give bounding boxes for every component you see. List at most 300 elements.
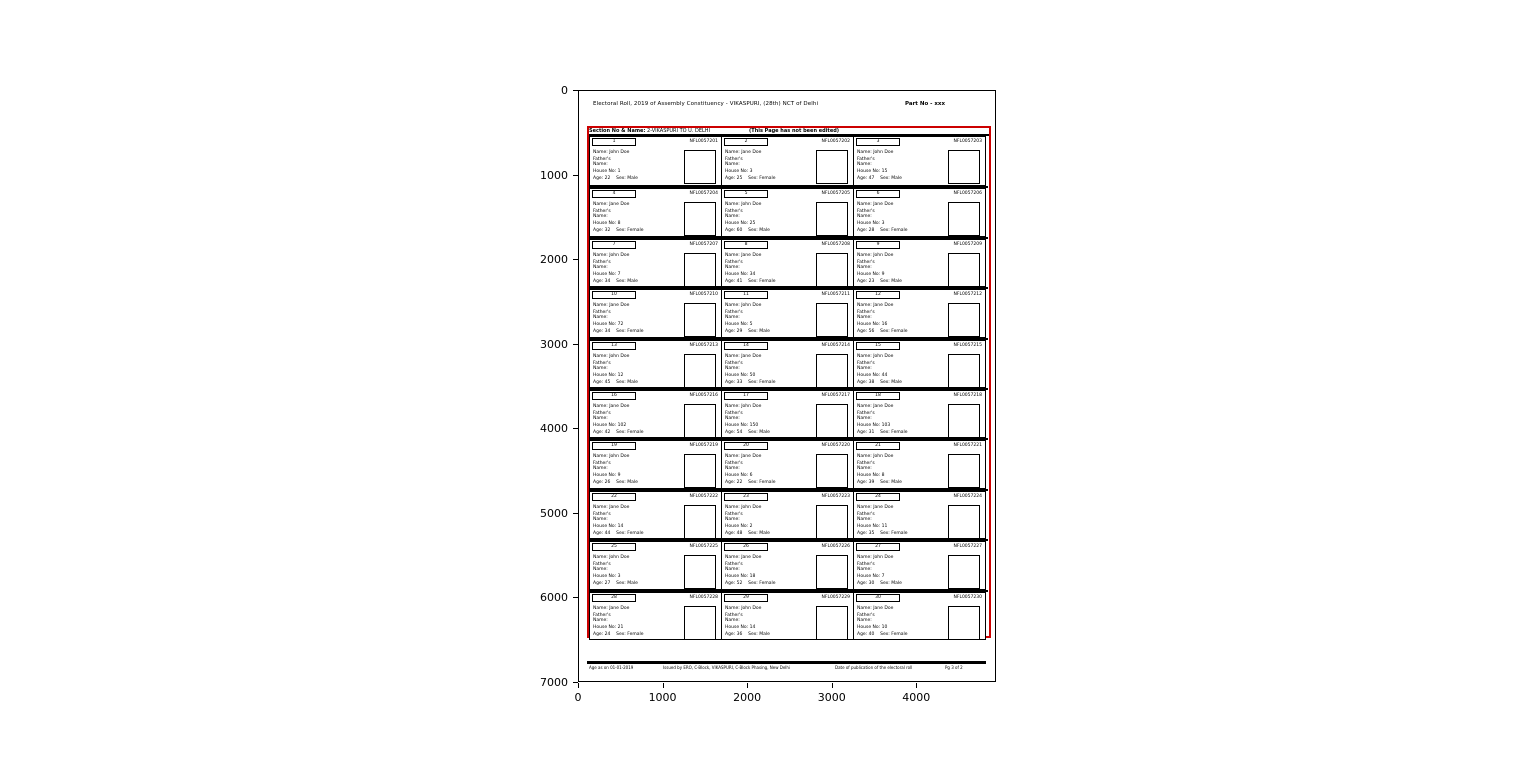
epic-number: NFL0057217 <box>821 392 850 398</box>
serial-number-box: 4 <box>592 190 636 198</box>
father-label-line2: Name: <box>593 516 608 522</box>
footer-divider <box>587 661 986 664</box>
photo-box <box>684 253 716 287</box>
serial-number-box: 21 <box>856 442 900 450</box>
age-sex: Age: 60 Sex: Male <box>725 228 770 234</box>
voter-name: Name: John Doe <box>857 252 894 258</box>
father-label-line1: Father's <box>857 360 875 366</box>
serial-number-box: 28 <box>592 594 636 602</box>
age-sex: Age: 22 Sex: Female <box>725 480 776 486</box>
father-label-line1: Father's <box>725 157 743 162</box>
serial-number-box: 27 <box>856 543 900 551</box>
voter-card <box>853 440 986 488</box>
serial-number-box: 22 <box>592 493 636 501</box>
card-row <box>589 287 988 337</box>
serial-number-box: 23 <box>724 493 768 501</box>
photo-box <box>948 202 980 236</box>
father-label-line2: Name: <box>593 567 608 573</box>
father-label-line2: Name: <box>725 466 740 472</box>
epic-number: NFL0057230 <box>953 594 982 600</box>
voter-name: Name: Jane Doe <box>593 504 630 510</box>
father-label-line1: Father's <box>725 562 743 568</box>
voter-card <box>853 340 986 388</box>
house-number: House No: 7 <box>593 271 621 277</box>
father-label-line1: Father's <box>857 410 875 416</box>
photo-box <box>684 454 716 488</box>
epic-number: NFL0057225 <box>689 544 718 550</box>
voter-card <box>589 136 722 186</box>
father-label-line1: Father's <box>725 360 743 366</box>
photo-box <box>816 253 848 287</box>
father-label-line2: Name: <box>725 264 740 270</box>
serial-number-box: 19 <box>592 442 636 450</box>
footer-age-note: Age as on 01-01-2019 <box>589 665 634 670</box>
house-number: House No: 12 <box>593 372 624 378</box>
card-row <box>589 539 988 589</box>
house-number: House No: 16 <box>857 322 888 328</box>
age-sex: Age: 31 Sex: Female <box>857 429 908 435</box>
house-number: House No: 10 <box>857 624 888 630</box>
y-tick-label: 3000 <box>540 337 568 351</box>
father-label-line1: Father's <box>857 310 875 316</box>
house-number: House No: 3 <box>857 221 885 227</box>
voter-card <box>853 491 986 539</box>
photo-box <box>948 505 980 539</box>
voter-name: Name: Jane Doe <box>857 504 894 510</box>
x-tick-mark <box>832 683 833 688</box>
age-sex: Age: 30 Sex: Male <box>857 581 902 587</box>
serial-number-box: 11 <box>724 291 768 299</box>
voter-name: Name: John Doe <box>857 555 894 561</box>
voter-card <box>721 390 854 438</box>
serial-number-box: 18 <box>856 392 900 400</box>
x-tick-mark <box>916 683 917 688</box>
voter-card <box>589 340 722 388</box>
father-label-line1: Father's <box>725 461 743 467</box>
photo-box <box>684 150 716 184</box>
house-number: House No: 1 <box>593 169 621 174</box>
x-tick-mark <box>747 683 748 688</box>
father-label-line1: Father's <box>725 259 743 265</box>
age-sex: Age: 41 Sex: Female <box>725 278 776 284</box>
age-sex: Age: 22 Sex: Male <box>593 176 638 181</box>
age-sex: Age: 23 Sex: Male <box>857 278 902 284</box>
epic-number: NFL0057228 <box>689 594 718 600</box>
voter-name: Name: Jane Doe <box>725 454 762 460</box>
house-number: House No: 11 <box>857 523 888 529</box>
father-label-line1: Father's <box>593 511 611 517</box>
epic-number: NFL0057229 <box>821 594 850 600</box>
card-row <box>589 186 988 236</box>
highlight-red-rectangle <box>587 126 991 638</box>
epic-number: NFL0057209 <box>953 241 982 247</box>
voter-name: Name: Jane Doe <box>725 555 762 561</box>
epic-number: NFL0057226 <box>821 544 850 550</box>
epic-number: NFL0057202 <box>821 139 850 144</box>
father-label-line2: Name: <box>593 162 608 167</box>
father-label-line2: Name: <box>857 315 872 321</box>
photo-box <box>948 606 980 640</box>
voter-name: Name: Jane Doe <box>725 150 762 155</box>
photo-box <box>948 454 980 488</box>
father-label-line1: Father's <box>857 157 875 162</box>
photo-box <box>948 354 980 388</box>
father-label-line2: Name: <box>725 415 740 421</box>
serial-number-box: 2 <box>724 138 768 146</box>
photo-box <box>816 202 848 236</box>
photo-box <box>948 303 980 337</box>
x-axis <box>574 683 997 708</box>
father-label-line2: Name: <box>593 214 608 220</box>
house-number: House No: 14 <box>725 624 756 630</box>
photo-box <box>948 555 980 589</box>
card-row <box>589 388 988 438</box>
card-row <box>589 237 988 287</box>
house-number: House No: 72 <box>593 322 624 328</box>
card-row <box>589 338 988 388</box>
epic-number: NFL0057204 <box>689 191 718 197</box>
voter-name: Name: John Doe <box>725 303 762 309</box>
age-sex: Age: 32 Sex: Female <box>593 228 644 234</box>
house-number: House No: 50 <box>725 372 756 378</box>
voter-name: Name: Jane Doe <box>857 605 894 611</box>
voter-name: Name: Jane Doe <box>857 303 894 309</box>
y-tick-label: 2000 <box>540 253 568 267</box>
age-sex: Age: 48 Sex: Male <box>725 530 770 536</box>
age-sex: Age: 35 Sex: Female <box>857 530 908 536</box>
father-label-line1: Father's <box>593 562 611 568</box>
father-label-line2: Name: <box>593 365 608 371</box>
father-label-line2: Name: <box>725 162 740 167</box>
epic-number: NFL0057222 <box>689 493 718 499</box>
photo-box <box>684 555 716 589</box>
father-label-line2: Name: <box>725 365 740 371</box>
x-tick-label: 4000 <box>902 691 931 704</box>
voter-name: Name: John Doe <box>593 252 630 258</box>
voter-card <box>721 491 854 539</box>
epic-number: NFL0057223 <box>821 493 850 499</box>
voter-card <box>589 239 722 287</box>
house-number: House No: 7 <box>857 574 885 580</box>
photo-box <box>816 404 848 438</box>
voter-card <box>589 592 722 640</box>
photo-box <box>816 555 848 589</box>
voter-name: Name: Jane Doe <box>857 403 894 409</box>
photo-box <box>684 404 716 438</box>
photo-box <box>948 253 980 287</box>
house-number: House No: 44 <box>857 372 888 378</box>
voter-name: Name: Jane Doe <box>593 403 630 409</box>
epic-number: NFL0057211 <box>821 292 850 298</box>
house-number: House No: 8 <box>593 221 621 227</box>
house-number: House No: 150 <box>725 422 759 428</box>
voter-card <box>721 239 854 287</box>
epic-number: NFL0057201 <box>689 139 718 144</box>
father-label-line1: Father's <box>857 461 875 467</box>
serial-number-box: 14 <box>724 342 768 350</box>
voter-name: Name: John Doe <box>725 605 762 611</box>
voter-card <box>721 136 854 186</box>
epic-number: NFL0057212 <box>953 292 982 298</box>
serial-number-box: 6 <box>856 190 900 198</box>
age-sex: Age: 39 Sex: Male <box>857 480 902 486</box>
plot-area <box>578 90 996 682</box>
voter-card <box>853 289 986 337</box>
father-label-line2: Name: <box>593 466 608 472</box>
age-sex: Age: 36 Sex: Male <box>725 631 770 637</box>
voter-name: Name: John Doe <box>857 454 894 460</box>
part-number: Part No - xxx <box>905 101 945 107</box>
age-sex: Age: 25 Sex: Female <box>725 176 776 181</box>
epic-number: NFL0057213 <box>689 342 718 348</box>
section-note: (This Page has not been edited) <box>749 128 840 134</box>
epic-number: NFL0057221 <box>953 443 982 449</box>
x-tick-label: 3000 <box>817 691 846 704</box>
document-title: Electoral Roll, 2019 of Assembly Constituency - VIKASPURI, (28th) NCT of Delhi <box>593 101 819 107</box>
age-sex: Age: 34 Sex: Male <box>593 278 638 284</box>
voter-name: Name: John Doe <box>725 504 762 510</box>
epic-number: NFL0057227 <box>953 544 982 550</box>
card-row <box>589 590 988 640</box>
photo-box <box>684 354 716 388</box>
house-number: House No: 6 <box>725 473 753 479</box>
house-number: House No: 3 <box>725 169 753 174</box>
house-number: House No: 103 <box>857 422 891 428</box>
section-label: Section No & Name: <box>589 128 646 134</box>
house-number: House No: 14 <box>593 523 624 529</box>
father-label-line1: Father's <box>593 157 611 162</box>
voter-card <box>721 289 854 337</box>
card-row <box>589 489 988 539</box>
father-label-line2: Name: <box>593 315 608 321</box>
house-number: House No: 102 <box>593 422 627 428</box>
house-number: House No: 8 <box>857 473 885 479</box>
age-sex: Age: 33 Sex: Female <box>725 379 776 385</box>
epic-number: NFL0057203 <box>953 139 982 144</box>
age-sex: Age: 27 Sex: Male <box>593 581 638 587</box>
father-label-line2: Name: <box>857 617 872 623</box>
house-number: House No: 5 <box>725 322 753 328</box>
father-label-line2: Name: <box>725 315 740 321</box>
serial-number-box: 29 <box>724 594 768 602</box>
voter-card <box>589 440 722 488</box>
photo-box <box>816 454 848 488</box>
father-label-line2: Name: <box>725 617 740 623</box>
father-label-line1: Father's <box>593 461 611 467</box>
card-row <box>589 136 988 186</box>
epic-number: NFL0057214 <box>821 342 850 348</box>
house-number: House No: 9 <box>593 473 621 479</box>
age-sex: Age: 24 Sex: Female <box>593 631 644 637</box>
serial-number-box: 24 <box>856 493 900 501</box>
voter-name: Name: John Doe <box>725 202 762 208</box>
photo-box <box>816 303 848 337</box>
photo-box <box>816 606 848 640</box>
y-axis <box>520 84 578 689</box>
age-sex: Age: 42 Sex: Female <box>593 429 644 435</box>
house-number: House No: 3 <box>593 574 621 580</box>
epic-number: NFL0057208 <box>821 241 850 247</box>
voter-card <box>589 541 722 589</box>
voter-name: Name: John Doe <box>593 150 630 155</box>
father-label-line1: Father's <box>593 209 611 215</box>
house-number: House No: 18 <box>725 574 756 580</box>
section-header-bar <box>589 128 989 136</box>
father-label-line2: Name: <box>857 516 872 522</box>
y-tick-label: 5000 <box>540 506 568 520</box>
father-label-line2: Name: <box>857 162 872 167</box>
age-sex: Age: 40 Sex: Female <box>857 631 908 637</box>
voter-card <box>721 592 854 640</box>
age-sex: Age: 54 Sex: Male <box>725 429 770 435</box>
voter-card <box>721 440 854 488</box>
photo-box <box>816 505 848 539</box>
epic-number: NFL0057218 <box>953 392 982 398</box>
father-label-line2: Name: <box>725 214 740 220</box>
father-label-line1: Father's <box>857 511 875 517</box>
father-label-line1: Father's <box>593 612 611 618</box>
serial-number-box: 17 <box>724 392 768 400</box>
serial-number-box: 13 <box>592 342 636 350</box>
voter-name: Name: Jane Doe <box>593 202 630 208</box>
age-sex: Age: 52 Sex: Female <box>725 581 776 587</box>
epic-number: NFL0057205 <box>821 191 850 197</box>
voter-card <box>853 541 986 589</box>
voter-card <box>853 136 986 186</box>
card-grid <box>589 136 988 640</box>
voter-card <box>589 188 722 236</box>
house-number: House No: 15 <box>857 169 888 174</box>
epic-number: NFL0057215 <box>953 342 982 348</box>
y-tick-label: 6000 <box>540 591 568 605</box>
serial-number-box: 16 <box>592 392 636 400</box>
age-sex: Age: 56 Sex: Female <box>857 329 908 335</box>
father-label-line2: Name: <box>857 415 872 421</box>
y-tick-label: 7000 <box>540 675 568 689</box>
voter-name: Name: Jane Doe <box>725 353 762 359</box>
serial-number-box: 20 <box>724 442 768 450</box>
house-number: House No: 9 <box>857 271 885 277</box>
father-label-line1: Father's <box>725 612 743 618</box>
epic-number: NFL0057219 <box>689 443 718 449</box>
x-tick-label: 1000 <box>648 691 677 704</box>
voter-name: Name: John Doe <box>725 403 762 409</box>
x-tick-label: 0 <box>574 691 582 704</box>
age-sex: Age: 47 Sex: Male <box>857 176 902 181</box>
voter-card <box>853 239 986 287</box>
voter-name: Name: John Doe <box>857 353 894 359</box>
voter-card <box>721 541 854 589</box>
voter-card <box>853 592 986 640</box>
age-sex: Age: 28 Sex: Female <box>857 228 908 234</box>
father-label-line2: Name: <box>593 617 608 623</box>
age-sex: Age: 26 Sex: Male <box>593 480 638 486</box>
father-label-line2: Name: <box>725 567 740 573</box>
house-number: House No: 21 <box>593 624 624 630</box>
house-number: House No: 2 <box>725 523 753 529</box>
father-label-line2: Name: <box>857 214 872 220</box>
serial-number-box: 1 <box>592 138 636 146</box>
voter-name: Name: Jane Doe <box>593 605 630 611</box>
voter-name: Name: Jane Doe <box>725 252 762 258</box>
age-sex: Age: 34 Sex: Female <box>593 329 644 335</box>
footer-page-number: Pg 3 of 2 <box>945 665 963 670</box>
serial-number-box: 12 <box>856 291 900 299</box>
serial-number-box: 30 <box>856 594 900 602</box>
serial-number-box: 10 <box>592 291 636 299</box>
father-label-line2: Name: <box>593 415 608 421</box>
footer-note: Date of publication of the electoral roll <box>835 665 913 670</box>
serial-number-box: 9 <box>856 241 900 249</box>
voter-card <box>589 491 722 539</box>
father-label-line1: Father's <box>857 612 875 618</box>
father-label-line1: Father's <box>725 310 743 316</box>
footer-address: Issued by ERO, C-Block, VIKASPURI, C-Block Phasing, New Delhi <box>663 665 791 670</box>
photo-box <box>684 505 716 539</box>
father-label-line1: Father's <box>593 310 611 316</box>
serial-number-box: 25 <box>592 543 636 551</box>
voter-name: Name: John Doe <box>593 555 630 561</box>
voter-name: Name: Jane Doe <box>593 303 630 309</box>
serial-number-box: 15 <box>856 342 900 350</box>
voter-card <box>589 289 722 337</box>
epic-number: NFL0057224 <box>953 493 982 499</box>
father-label-line1: Father's <box>857 209 875 215</box>
photo-box <box>816 354 848 388</box>
photo-box <box>684 202 716 236</box>
age-sex: Age: 29 Sex: Male <box>725 329 770 335</box>
epic-number: NFL0057206 <box>953 191 982 197</box>
father-label-line1: Father's <box>593 360 611 366</box>
voter-card <box>721 340 854 388</box>
card-row <box>589 438 988 488</box>
x-tick-mark <box>578 683 579 688</box>
father-label-line2: Name: <box>857 264 872 270</box>
father-label-line1: Father's <box>725 410 743 416</box>
age-sex: Age: 38 Sex: Male <box>857 379 902 385</box>
epic-number: NFL0057210 <box>689 292 718 298</box>
serial-number-box: 26 <box>724 543 768 551</box>
voter-card <box>589 390 722 438</box>
serial-number-box: 7 <box>592 241 636 249</box>
voter-card <box>853 188 986 236</box>
house-number: House No: 25 <box>725 221 756 227</box>
father-label-line1: Father's <box>725 511 743 517</box>
y-tick-label: 1000 <box>540 168 568 182</box>
x-tick-label: 2000 <box>733 691 762 704</box>
age-sex: Age: 45 Sex: Male <box>593 379 638 385</box>
father-label-line2: Name: <box>725 516 740 522</box>
father-label-line2: Name: <box>593 264 608 270</box>
serial-number-box: 8 <box>724 241 768 249</box>
voter-card <box>853 390 986 438</box>
voter-name: Name: John Doe <box>593 454 630 460</box>
epic-number: NFL0057216 <box>689 392 718 398</box>
voter-card <box>721 188 854 236</box>
photo-box <box>948 404 980 438</box>
father-label-line1: Father's <box>593 410 611 416</box>
epic-number: NFL0057207 <box>689 241 718 247</box>
father-label-line2: Name: <box>857 567 872 573</box>
section-value: 2-VIKASPURI TO U. DELHI <box>645 128 711 134</box>
father-label-line1: Father's <box>857 562 875 568</box>
document-footer <box>587 665 986 675</box>
voter-name: Name: John Doe <box>593 353 630 359</box>
serial-number-box: 5 <box>724 190 768 198</box>
age-sex: Age: 44 Sex: Female <box>593 530 644 536</box>
father-label-line2: Name: <box>857 466 872 472</box>
house-number: House No: 34 <box>725 271 756 277</box>
